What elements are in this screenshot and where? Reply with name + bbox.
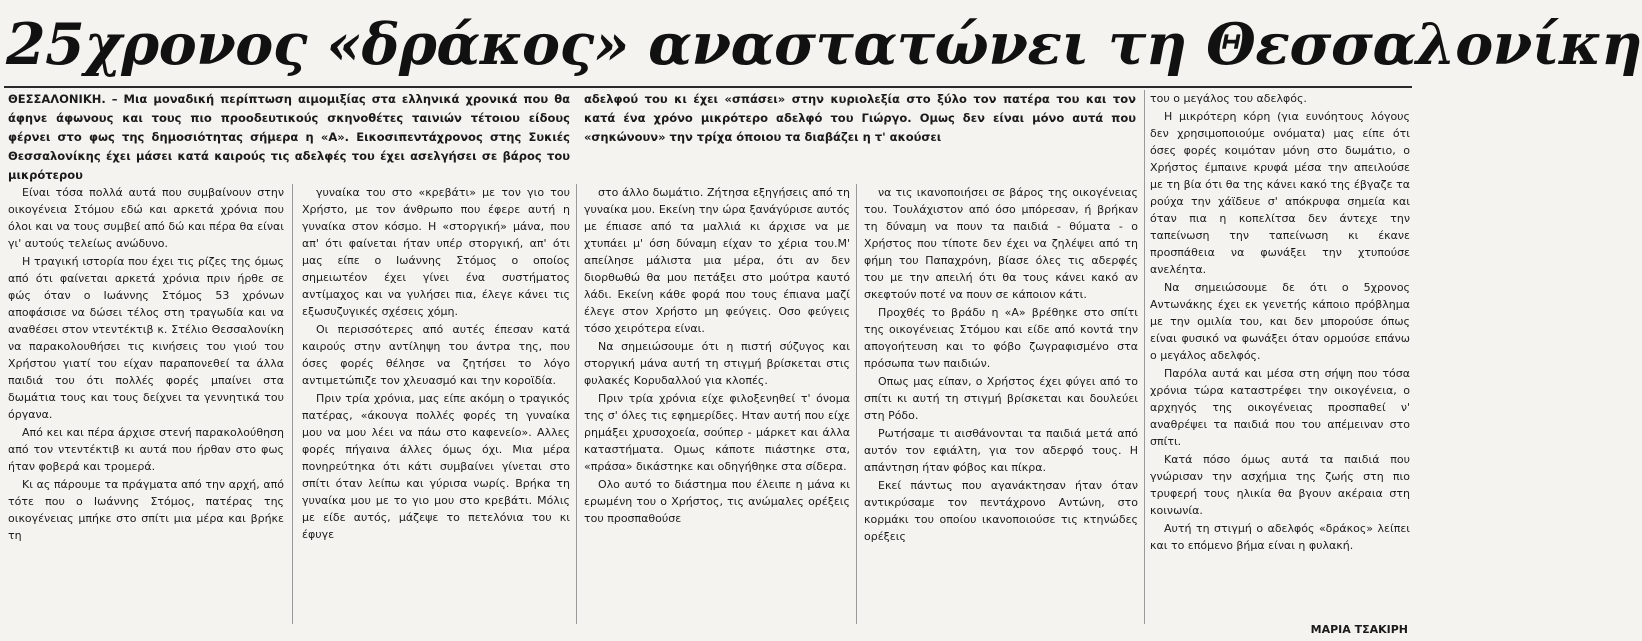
column-3-paragraph: Να σημειώσουμε ότι η πιστή σύζυγος και στοργική μάνα αυτή τη στιγμή βρίσκεται στις φυλακές Κορυδαλλού για κλοπές. [584, 340, 850, 387]
column-3-paragraph: Πριν τρία χρόνια είχε φιλοξενηθεί τ' όνομα της σ' όλες τις εφημερίδες. Ηταν αυτή που είχε ρημάξει χρυσοχοεία, σούπερ - μάρκετ και άλλα καταστήματα. Ομως κάποτε πιάστηκε στα, «πράσα» δικάστηκε και οδηγήθηκε στα σίδερα. [584, 392, 850, 473]
lead-paragraph-part-1: ΘΕΣΣΑΛΟΝΙΚΗ. – Μια μοναδική περίπτωση αιμομιξίας στα ελληνικά χρονικά που θα άφηνε άφωνους και τους πιο προοδευτικούς σκηνοθέτες ταινιών τέτοιου είδους φέρνει στο φως της δημοσιότητας σήμερα η «Α». Εικοσιπεντάχρονος στης Συκιές Θεσσαλονίκης έχει μάσει κατά καιρούς τις αδελφές του έχει ασελγήσει σε βάρος του μικρότερου [8, 92, 570, 182]
headline-rule [4, 86, 1412, 88]
article-column-2 [302, 184, 570, 620]
column-1-paragraph: Είναι τόσα πολλά αυτά που συμβαίνουν στην οικογένεια Στόμου εδώ και αρκετά χρόνια που όλοι και να τους συμβεί από δώ και πέρα θα είναι γι' αυτούς τελείως ανώδυνο. [8, 186, 284, 250]
article-column-4 [864, 184, 1138, 620]
article-column-3 [584, 184, 850, 620]
column-1-paragraph: Η τραγική ιστορία που έχει τις ρίζες της όμως από ότι φαίνεται αρκετά χρόνια πριν ήρθε σε φώς όταν ο Ιωάννης Στόμος 53 χρόνων αποφάσισε να δώσει τέλος στη τραγωδία και να αναθέσει στον ντεντέκτιβ κ. Στέλιο Θεσσαλονίκη να παρακολουθήσει τις κινήσεις του γιού του Χρήστου γιατί του είχαν παραπονεθεί τα άλλα παιδιά του ότι πολλές φορές μπαίνει στα δωμάτια τους και τους δείχνει τα γεννητικά του όργανα. [8, 255, 284, 421]
article-headline: 25χρονος «δράκος» αναστατώνει τη Θεσσαλονίκη [6, 11, 1642, 78]
column-2-paragraph: Πριν τρία χρόνια, μας είπε ακόμη ο τραγικός πατέρας, «άκουγα πολλές φορές τη γυναίκα μου να μου λέει να πάω στο καφενείο». Αλλες φορές πήγαινα άλλες όμως όχι. Μια μέρα πονηρεύτηκα ότι κάτι συμβαίνει γίνεται στο σπίτι όταν λείπω και γύρισα νωρίς. Βρήκα τη γυναίκα μου με το γιο μου στο κρεβάτι. Μόλις με είδε αυτός, μάζεψε το πετελόνια του κι έφυγε [302, 392, 570, 541]
column-5-paragraph: Να σημειώσουμε δε ότι ο 5χρονος Αντωνάκης έχει εκ γενετής κάποιο πρόβλημα με την ομιλία του, και δεν μπορούσε όπως είναι φυσικό να φωνάξει όταν ορμούσε επάνω ο μεγάλος αδελφός. [1150, 281, 1410, 362]
column-divider [1144, 90, 1145, 624]
column-4-paragraph: Εκεί πάντως που αγανάκτησαν ήταν όταν αντικρύσαμε τον πεντάχρονο Αντώνη, στο κορμάκι του οποίου ικανοποιούσε τις κτηνώδες ορέξεις [864, 479, 1138, 543]
column-5-paragraph: Αυτή τη στιγμή ο αδελφός «δράκος» λείπει και το επόμενο βήμα είναι η φυλακή. [1150, 522, 1410, 552]
column-divider [856, 184, 857, 624]
column-divider [292, 184, 293, 624]
column-3-paragraph: Ολο αυτό το διάστημα που έλειπε η μάνα κι ερωμένη του ο Χρήστος, τις ανώμαλες ορέξεις του προσπαθούσε [584, 478, 850, 525]
column-4-paragraph: να τις ικανοποιήσει σε βάρος της οικογένειας του. Τουλάχιστον από όσο μπόρεσαν, ή βρήκαν τη δύναμη να πουν τα παιδιά - θύματα - ο Χρήστος που τίποτε δεν έχει να ζηλέψει από τη φήμη του Παπαχρόνη, βίασε όλες τις αδερφές του με την απειλή ότι θα τους κάνει κακό αν σκεφτούν ποτέ να πουν σε κάποιον κάτι. [864, 186, 1138, 301]
column-1-paragraph: Κι ας πάρουμε τα πράγματα από την αρχή, από τότε που ο Ιωάννης Στόμος, πατέρας της οικογένειας μπήκε στο σπίτι μια μέρα και βρήκε τη [8, 478, 284, 542]
column-2-paragraph: γυναίκα του στο «κρεβάτι» με τον γιο του Χρήστο, με τον άνθρωπο που έφερε αυτή η γυναίκα στον κόσμο. Η «στοργική» μάνα, που απ' ότι φαίνεται ήταν υπέρ στοργική, απ' ότι μας είπε ο Ιωάννης Στόμος ο οποίος σημειωτέον έχει γίνει ένα συστήματος αντίμαχος και να γυλήσει πια, έλεγε κάνει τις εξωσυζυγικές σχέσεις χόμη. [302, 186, 570, 318]
article-column-5 [1150, 90, 1410, 618]
column-5-paragraph: Η μικρότερη κόρη (για ευνόητους λόγους δεν χρησιμοποιούμε ονόματα) μας είπε ότι όσες φορές κοιμόταν μόνη στο δωμάτιο, ο Χρήστος έμπαινε κρυφά μέσα την απειλούσε με τη βία ότι θα της κάνει κακό της έβγαζε τα ρούχα την χάϊδευε σ' απόκρυφα σημεία και όταν πια η κοπελίτσα δεν άντεχε την ταπείνωση την ταπείνωση κι έκανε προσπάθεια να φωνάξει την χτυπούσε ανελέητα. [1150, 110, 1410, 276]
column-4-paragraph: Προχθές το βράδυ η «Α» βρέθηκε στο σπίτι της οικογένειας Στόμου και είδε από κοντά την απογοήτευση και το φόβο ζωγραφισμένο στα πρόσωπα των παιδιών. [864, 306, 1138, 370]
column-5-paragraph: Παρόλα αυτά και μέσα στη σήψη που τόσα χρόνια τώρα καταστρέφει την οικογένεια, ο αρχηγός της οικογένειας προσπαθεί ν' αναθρέψει τα παιδιά που του απέμειναν στο σπίτι. [1150, 367, 1410, 448]
article-column-1 [8, 184, 284, 620]
column-1-paragraph: Από κει και πέρα άρχισε στενή παρακολούθηση από τον ντεντέκτιβ κι αυτά που ήρθαν στο φως ήταν φοβερά και τρομερά. [8, 426, 284, 473]
lead-paragraph-part-2: αδελφού του κι έχει «σπάσει» στην κυριολεξία στο ξύλο τον πατέρα του και τον κατά ένα χρόνο μικρότερο αδελφό του Γιώργο. Ομως δεν είναι μόνο αυτά που «σηκώνουν» την τρίχα όποιου τα διαβάζει η τ' ακούσει [584, 92, 1136, 144]
column-3-paragraph: στο άλλο δωμάτιο. Ζήτησα εξηγήσεις από τη γυναίκα μου. Εκείνη την ώρα ξανάγύρισε αυτός με έπιασε από τα μαλλιά κι άρχισε να με χτυπάει μ' όση δύναμη είχαν το χέρια του.Μ' απείλησε μάλιστα μια μέρα, ότι αν δεν διορθωθώ θα μου πετάξει στο μούτρα καυτό λάδι. Εκείνη κάθε φορά που τους έπιανα μαζί έλεγε στον Χρήστο μη φεύγεις. Οσο φεύγεις τόσο χειρότερα είναι. [584, 186, 850, 335]
column-2-paragraph: Οι περισσότερες από αυτές έπεσαν κατά καιρούς στην αντίληψη του άντρα της, που όσες φορές θέλησε να ζητήσει το λόγο αντιμετώπιζε τον χλευασμό και την κοροϊδία. [302, 323, 570, 387]
column-5-paragraph: του ο μεγάλος του αδελφός. [1150, 92, 1307, 105]
column-5-paragraph: Κατά πόσο όμως αυτά τα παιδιά που γνώρισαν την ασχήμια της ζωής στη πιο τρυφερή τους ηλικία θα βγουν ακέραια στη κοινωνία. [1150, 453, 1410, 517]
author-byline: ΜΑΡΙΑ ΤΣΑΚΙΡΗ [1310, 623, 1408, 636]
column-divider [576, 184, 577, 624]
column-4-paragraph: Ρωτήσαμε τι αισθάνονται τα παιδιά μετά από αυτόν τον εφιάλτη, για τον αδερφό τους. Η απάντηση ήταν φόβος και πίκρα. [864, 427, 1138, 474]
column-4-paragraph: Οπως μας είπαν, ο Χρήστος έχει φύγει από το σπίτι κι αυτή τη στιγμή βρίσκεται και δουλεύει στη Ρόδο. [864, 375, 1138, 422]
